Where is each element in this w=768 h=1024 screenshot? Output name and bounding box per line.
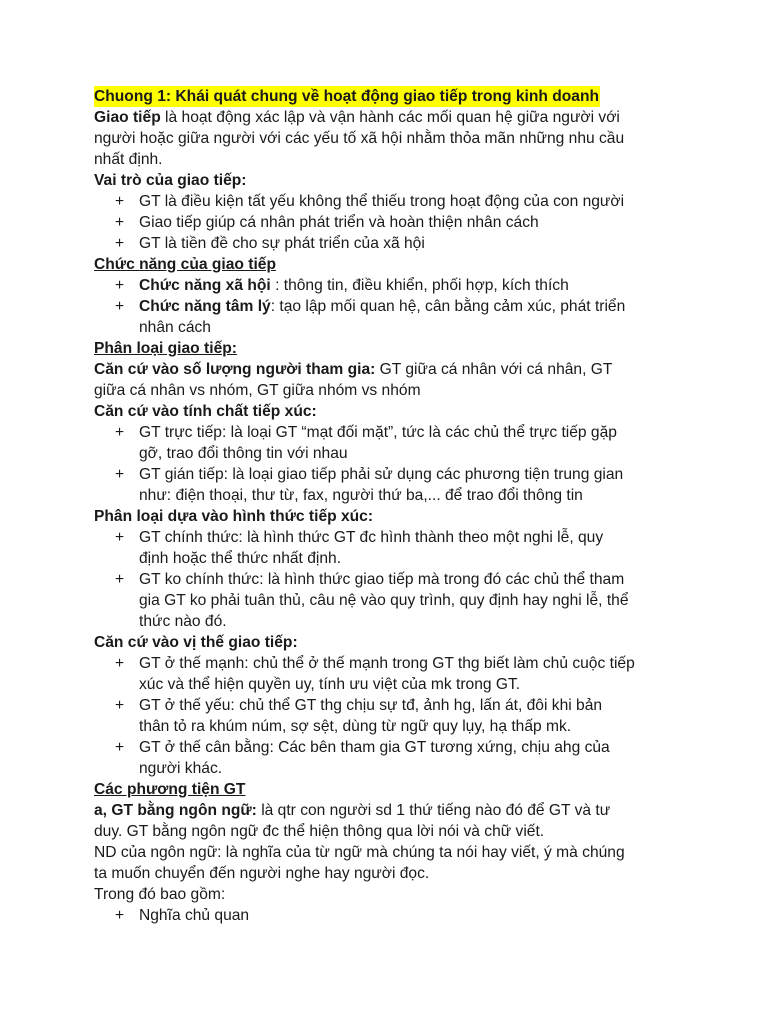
function-text: : thông tin, điều khiển, phối hợp, kích thích	[270, 277, 569, 294]
definition-term: Giao tiếp	[94, 109, 161, 126]
bullet-marker: +	[115, 907, 125, 924]
includes-line: Trong đó bao gồm:	[94, 886, 226, 903]
function-text-cont: nhân cách	[139, 319, 211, 336]
contact-heading: Căn cứ vào tính chất tiếp xúc:	[94, 403, 317, 420]
participants-line-2: giữa cá nhân vs nhóm, GT giữa nhóm vs nhóm	[94, 382, 421, 399]
bullet-marker: +	[115, 193, 125, 210]
bullet-marker: +	[115, 424, 125, 441]
definition-line-2: người hoặc giữa người với các yếu tố xã hội nhằm thỏa mãn những nhu cầu	[94, 130, 625, 147]
chapter-title-line	[94, 86, 694, 107]
bullet-marker: +	[115, 298, 125, 315]
bullet-marker: +	[115, 529, 125, 546]
bullet-marker: +	[115, 571, 125, 588]
content-line-1: ND của ngôn ngữ: là nghĩa của từ ngữ mà chúng ta nói hay viết, ý mà chúng	[94, 844, 625, 861]
definition-line-3: nhất định.	[94, 151, 163, 168]
verbal-term: a, GT bằng ngôn ngữ:	[94, 802, 257, 819]
bullet-marker: +	[115, 277, 125, 294]
bullet-marker: +	[115, 235, 125, 252]
bullet-marker: +	[115, 655, 125, 672]
verbal-line-2: duy. GT bằng ngôn ngữ đc thể hiện thông qua lời nói và chữ viết.	[94, 823, 545, 840]
bullet-marker: +	[115, 739, 125, 756]
list-item: + GT ở thế cân bằng: Các bên tham gia GT tương xứng, chịu ahg của người khác.	[115, 739, 610, 777]
list-item	[94, 275, 694, 296]
chapter-title: Chuong 1: Khái quát chung về hoạt động giao tiếp trong kinh doanh	[94, 88, 600, 105]
list-item: + GT ở thế yếu: chủ thể GT thg chịu sự tđ, ảnh hg, lấn át, đôi khi bản thân tỏ ra khúm núm, sợ sệt, dùng từ ngữ quy lụy, hạ thấp mk.	[115, 697, 603, 735]
participants-term: Căn cứ vào số lượng người tham gia:	[94, 361, 376, 378]
list-item-text: Giao tiếp giúp cá nhân phát triển và hoàn thiện nhân cách	[139, 214, 539, 231]
bullet-marker: +	[115, 214, 125, 231]
list-item-text: GT là tiền đề cho sự phát triển của xã hội	[139, 235, 425, 252]
function-term: Chức năng tâm lý	[139, 298, 271, 315]
classification-heading: Phân loại giao tiếp:	[94, 340, 237, 357]
document-page	[94, 86, 694, 926]
list-item: + GT trực tiếp: là loại GT “mạt đối mặt”, tức là các chủ thể trực tiếp gặp gỡ, trao đổi thông tin với nhau	[115, 424, 617, 462]
list-item: + GT chính thức: là hình thức GT đc hình thành theo một nghi lễ, quy định hoặc thể thức nhất định.	[115, 529, 604, 567]
definition-line-1	[94, 107, 694, 128]
list-item	[94, 191, 694, 212]
list-item-text: GT là điều kiện tất yếu không thể thiếu trong hoạt động của con người	[139, 193, 625, 210]
functions-heading: Chức năng của giao tiếp	[94, 256, 276, 273]
content-line-2: ta muốn chuyển đến người nghe hay người đọc.	[94, 865, 430, 882]
form-heading: Phân loại dựa vào hình thức tiếp xúc:	[94, 508, 374, 525]
list-item	[94, 233, 694, 254]
list-item	[94, 905, 694, 926]
means-heading: Các phương tiện GT	[94, 781, 246, 798]
function-term: Chức năng xã hội	[139, 277, 271, 294]
bullet-marker: +	[115, 466, 125, 483]
list-item	[94, 212, 694, 233]
definition-text-1: là hoạt động xác lập và vận hành các mối quan hệ giữa người với	[160, 109, 620, 126]
list-item-text: Nghĩa chủ quan	[139, 907, 250, 924]
list-item: + GT ở thế mạnh: chủ thể ở thế mạnh trong GT thg biết làm chủ cuộc tiếp xúc và thể hiện quyền uy, tính ưu việt của mk trong GT.	[115, 655, 635, 693]
position-heading: Căn cứ vào vị thế giao tiếp:	[94, 634, 298, 651]
function-text: : tạo lập mối quan hệ, cân bằng cảm xúc, phát triển	[270, 298, 626, 315]
list-item: + GT ko chính thức: là hình thức giao tiếp mà trong đó các chủ thể tham gia GT ko phải tuân thủ, câu nệ vào quy trình, quy định hay nghi lễ, thể thức nào đó.	[115, 571, 629, 630]
bullet-marker: +	[115, 697, 125, 714]
list-item	[94, 296, 694, 338]
list-item: + GT gián tiếp: là loại giao tiếp phải sử dụng các phương tiện trung gian như: điện thoại, thư từ, fax, người thứ ba,... để trao đổi thông tin	[115, 466, 624, 504]
verbal-line-1: a, GT bằng ngôn ngữ: là qtr con người sd 1 thứ tiếng nào đó để GT và tư	[94, 802, 611, 819]
roles-heading: Vai trò của giao tiếp:	[94, 172, 247, 189]
participants-line-1: Căn cứ vào số lượng người tham gia: GT giữa cá nhân với cá nhân, GT	[94, 361, 613, 378]
